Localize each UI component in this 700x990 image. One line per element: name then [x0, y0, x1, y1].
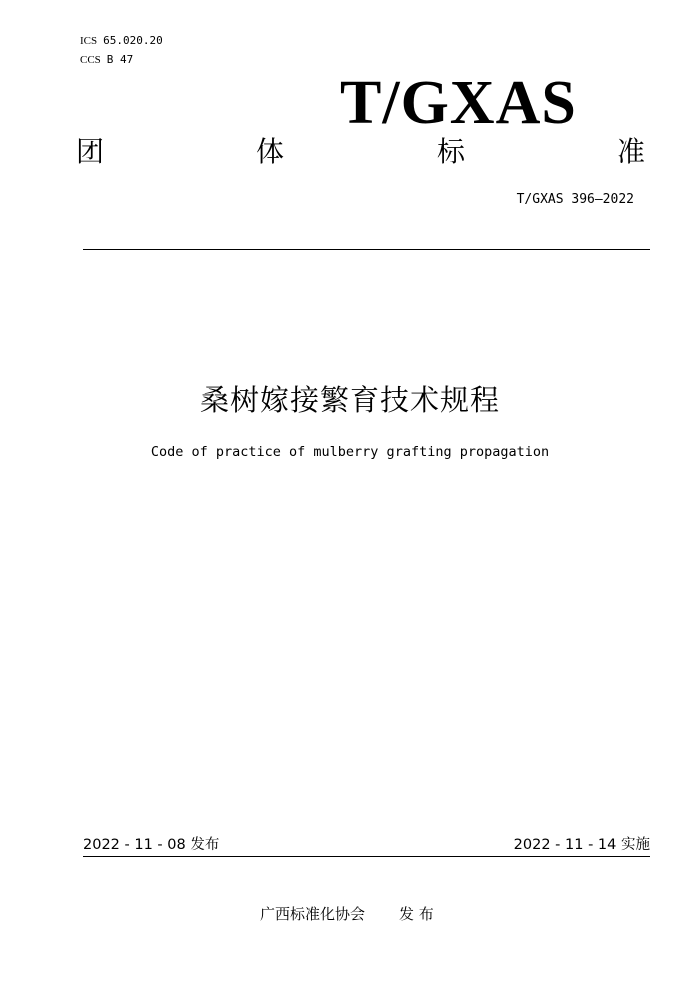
document-title-en: Code of practice of mulberry grafting propagation — [150, 444, 550, 460]
publisher-organization: 广西标准化协会 — [260, 905, 366, 923]
document-title-cn: 桑树嫁接繁育技术规程 — [199, 383, 500, 417]
standard-type-char-3: 标 — [437, 135, 466, 168]
ics-label: ICS — [80, 35, 98, 47]
standard-code: T/GXAS 396—2022 — [516, 192, 634, 207]
ccs-line — [80, 53, 133, 67]
bottom-divider — [83, 856, 650, 857]
ics-line — [80, 34, 163, 48]
standard-type-char-1: 团 — [76, 135, 105, 168]
ics-value: 65.020.20 — [103, 34, 163, 47]
release-date: 2022 - 11 - 08 发布 — [83, 837, 220, 853]
top-divider — [83, 249, 650, 250]
ccs-value: B 47 — [106, 53, 134, 66]
standard-type-char-4: 准 — [617, 135, 646, 168]
publisher-line — [260, 904, 434, 924]
publisher-action: 发 布 — [399, 905, 434, 923]
ccs-label: CCS — [80, 54, 101, 66]
association-logo-text: T/GXAS — [340, 69, 577, 137]
implement-date: 2022 - 11 - 14 实施 — [513, 837, 650, 853]
standard-type-char-2: 体 — [256, 135, 285, 168]
